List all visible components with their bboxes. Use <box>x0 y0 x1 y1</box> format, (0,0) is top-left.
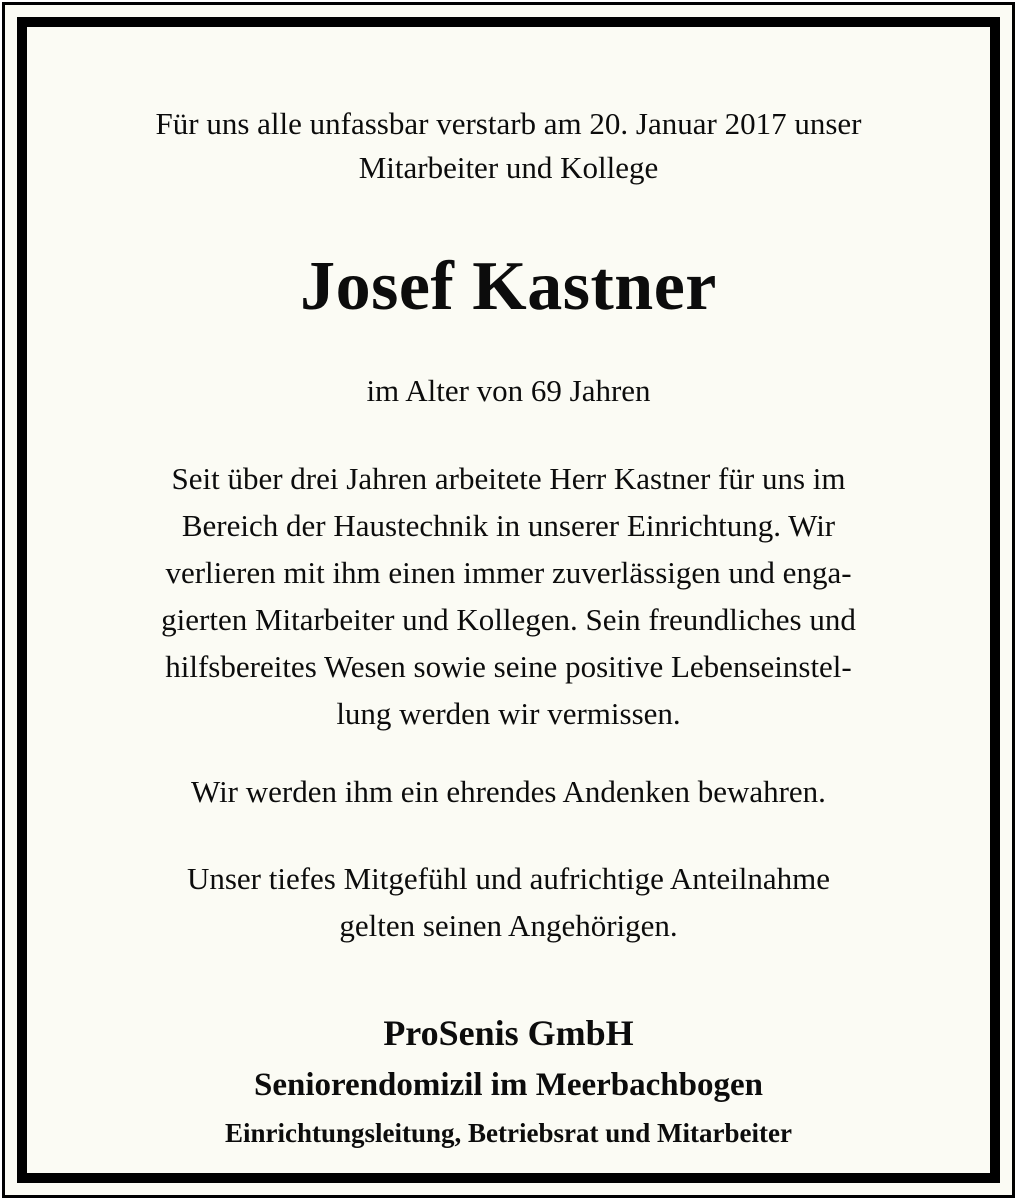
company-name: ProSenis GmbH <box>383 1013 634 1053</box>
sympathy-line-1: Unser tiefes Mitgefühl und aufrichtige Anteilnahme <box>186 861 831 896</box>
sympathy-line-2: gelten seinen Angehörigen. <box>339 908 678 943</box>
facility-name: Seniorendomizil im Meerbachbogen <box>253 1067 764 1103</box>
deceased-name: Josef Kastner <box>300 248 717 325</box>
remembrance-text: Wir werden ihm ein ehrendes Andenken bewahren. <box>191 774 826 809</box>
intro-text <box>27 102 990 190</box>
tribute-line: Seit über drei Jahren arbeitete Herr Kastner für uns im <box>171 461 846 496</box>
sympathy-text <box>27 855 990 949</box>
obituary-notice <box>27 27 990 1173</box>
tribute-line: gierten Mitarbeiter und Kollegen. Sein freundliches und <box>161 602 856 637</box>
intro-line-1: Für uns alle unfassbar verstarb am 20. Januar 2017 unser <box>155 106 862 141</box>
tribute-line: verlieren mit ihm einen immer zuverlässigen und enga- <box>165 555 852 590</box>
tribute-line: hilfsbereites Wesen sowie seine positive Lebenseinstel- <box>165 649 852 684</box>
outer-border <box>2 2 1015 1198</box>
staff-signature: Einrichtungsleitung, Betriebsrat und Mitarbeiter <box>225 1118 792 1148</box>
age-text: im Alter von 69 Jahren <box>366 373 651 408</box>
tribute-paragraph <box>27 455 990 737</box>
intro-line-2: Mitarbeiter und Kollege <box>358 150 659 185</box>
tribute-line: lung werden wir vermissen. <box>336 696 681 731</box>
tribute-line: Bereich der Haustechnik in unserer Einrichtung. Wir <box>181 508 836 543</box>
mourning-border <box>17 17 1000 1183</box>
